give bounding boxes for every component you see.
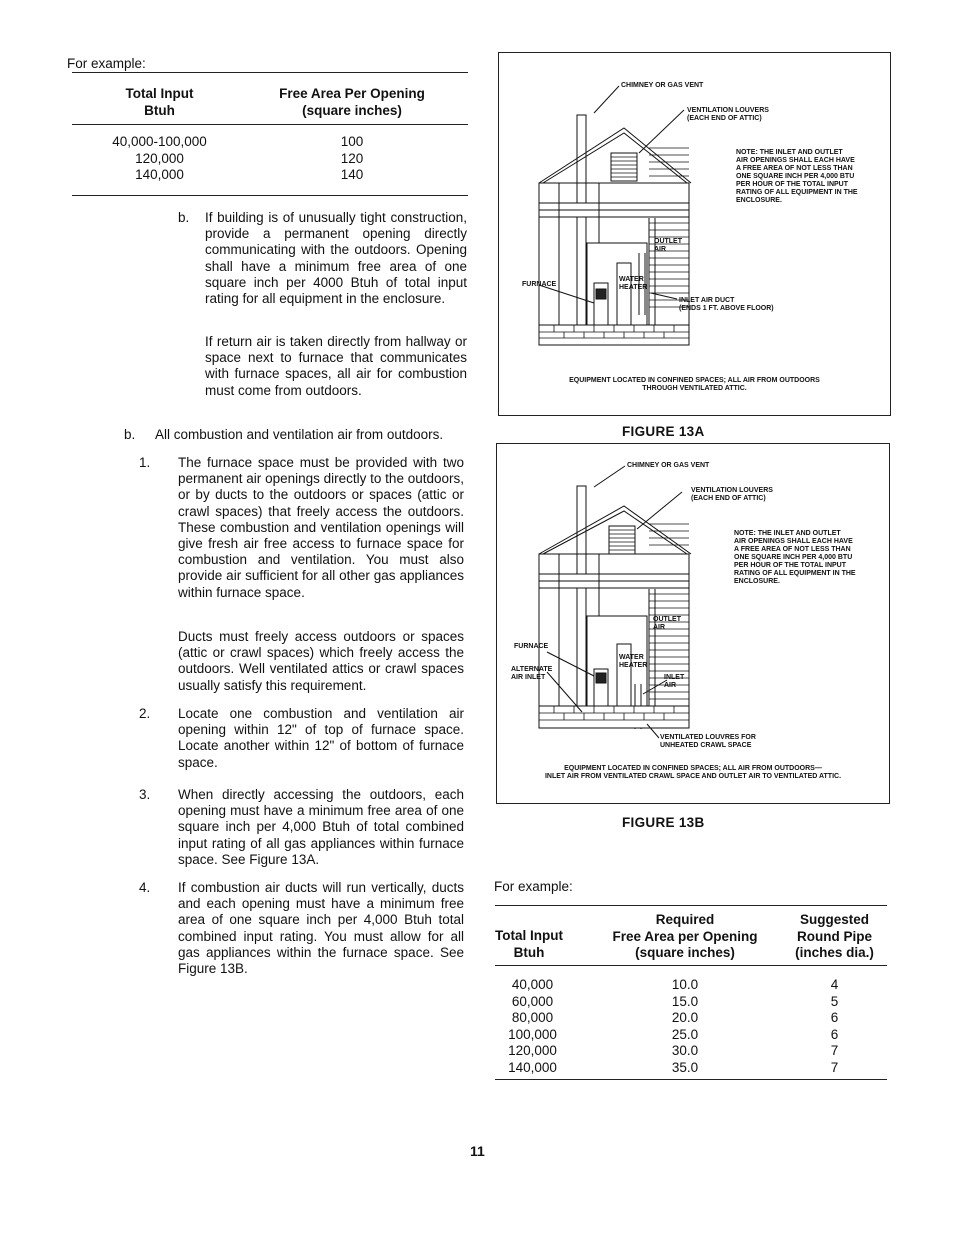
- leader-louvers: [639, 110, 684, 153]
- fig13b-label-outlet: [653, 616, 681, 632]
- fig13b-note-line: RATING OF ALL EQUIPMENT IN THE: [734, 570, 856, 577]
- table-cell: 15.0: [671, 993, 699, 1009]
- fig13a-label-water-heater: [619, 276, 647, 292]
- table1-header-area-line2: (square inches): [302, 102, 402, 118]
- para-b1: If building is of unusually tight construction, provide a permanent opening directly communicating with the outdoors. Opening shall have a minimum free area of one square inch per 4000 Btuh of total input rating for all equipment in the enclosure.: [205, 210, 467, 307]
- table2-header-area: [590, 912, 780, 962]
- fig13b-louvers-line2: (EACH END OF ATTIC): [691, 495, 766, 502]
- fig13a-label-furnace: FURNACE: [522, 281, 557, 288]
- table-cell: 10.0: [671, 977, 699, 992]
- leader-chimney: [594, 466, 625, 487]
- table2-col-input: [490, 977, 575, 1076]
- figure-13a-title: FIGURE 13A: [622, 424, 705, 439]
- fig13b-crawl-line1: VENTILATED LOUVRES FOR: [660, 734, 756, 741]
- table-cell: 100,000: [508, 1026, 557, 1042]
- heading-b2-marker: b.: [124, 427, 136, 442]
- fig13b-wh-line2: HEATER: [619, 662, 648, 669]
- fig13a-note-line: RATING OF ALL EQUIPMENT IN THE: [736, 189, 858, 196]
- fig13a-outlet-line2: AIR: [654, 246, 667, 253]
- item-1-para-2: Ducts must freely access outdoors or spaces (attic or crawl spaces) which freely access the outdoors. Well ventilated attics or crawl spaces usually satisfy this requirement.: [178, 629, 464, 693]
- heading-b2: All combustion and ventilation air from outdoors.: [155, 427, 444, 442]
- table1-header-area-line1: Free Area Per Opening: [279, 86, 425, 101]
- leader-louvers: [637, 492, 682, 529]
- fig13a-louvers-line2: (EACH END OF ATTIC): [687, 115, 762, 122]
- figure-13b-title: FIGURE 13B: [622, 815, 705, 830]
- fig13a-note-line: ONE SQUARE INCH PER 4,000 BTU: [736, 173, 855, 180]
- fig13a-inlet-line1: INLET AIR DUCT: [679, 297, 735, 304]
- fig13a-note-line: AIR OPENINGS SHALL EACH HAVE: [736, 157, 855, 164]
- table2-top-rule: [495, 905, 887, 906]
- chimney: [577, 115, 586, 325]
- item-1-para-1: The furnace space must be provided with two permanent air openings directly to the outdoors, or by ducts to the outdoors or spaces (attic or crawl spaces) that freely access the outdoors. These combustion and ventilation openings will give fresh air free access to furnace space for combustion and ventilation. You must also provide air sufficient for all other gas appliances within furnace space.: [178, 455, 464, 600]
- fig13a-note-line: A FREE AREA OF NOT LESS THAN: [736, 165, 853, 172]
- leader-chimney: [594, 86, 619, 113]
- fig13a-caption-line1: EQUIPMENT LOCATED IN CONFINED SPACES; ALL AIR FROM OUTDOORS: [569, 377, 820, 384]
- table2-bottom-rule: [495, 1079, 887, 1080]
- table1-header-area: [242, 86, 462, 119]
- table2-header-input-line1: Total Input: [495, 928, 563, 943]
- table2-header-area-line1: Required: [655, 912, 715, 927]
- item-1-number: 1.: [139, 455, 151, 470]
- fig13a-inlet-line2: (ENDS 1 FT. ABOVE FLOOR): [679, 305, 774, 312]
- table2-header-input-line2: Btuh: [513, 944, 545, 960]
- fig13a-label-chimney: CHIMNEY OR GAS VENT: [621, 82, 704, 89]
- fig13b-alt-line2: AIR INLET: [511, 674, 546, 681]
- fig13b-caption-line1: EQUIPMENT LOCATED IN CONFINED SPACES; ALL AIR FROM OUTDOORS—: [564, 765, 822, 772]
- fig13a-label-louvers: [687, 107, 769, 123]
- table2-header-area-line3: (square inches): [635, 945, 735, 960]
- table2-col-pipe: [782, 977, 887, 1076]
- table2-header-area-line2: Free Area per Opening: [612, 928, 758, 944]
- table1-header-input-line1: Total Input: [125, 86, 194, 101]
- table-cell: 4: [830, 977, 839, 992]
- table2-header-pipe-line1: Suggested: [799, 912, 869, 927]
- table-cell: 25.0: [671, 1026, 699, 1042]
- table1-col-input: [72, 134, 247, 184]
- table-cell: 5: [830, 993, 839, 1009]
- table-cell: 80,000: [511, 1010, 554, 1025]
- para-return-air: If return air is taken directly from hallway or space next to furnace that communicates with furnace spaces, all air for combustion must come from outdoors.: [205, 334, 467, 398]
- table1-bottom-rule: [72, 195, 468, 196]
- item-4-para: If combustion air ducts will run vertically, ducts and each opening must have a minimum free area of one square inch per 4,000 Btuh total combined input rating. You must allow for all gas appliances within the furnace space. See Figure 13B.: [178, 880, 464, 977]
- fig13b-inlet-line2: AIR: [664, 682, 677, 689]
- table1-header-rule: [72, 124, 468, 125]
- table-cell: 120,000: [135, 150, 184, 166]
- table2-col-area: [590, 977, 780, 1076]
- fig13b-label-alt-inlet: [511, 666, 552, 682]
- fig13b-label-water-heater: [619, 654, 647, 670]
- fig13b-crawl-line2: UNHEATED CRAWL SPACE: [660, 742, 752, 749]
- fig13b-label-inlet: [664, 674, 684, 690]
- fig13b-caption-line2: INLET AIR FROM VENTILATED CRAWL SPACE AND OUTLET AIR TO VENTILATED ATTIC.: [544, 773, 842, 780]
- fig13a-note: [736, 149, 858, 205]
- table-cell: 7: [830, 1043, 839, 1058]
- fig13b-outlet-line1: OUTLET: [653, 616, 681, 623]
- figure-13b: [496, 443, 890, 804]
- table-cell: 100: [340, 134, 364, 149]
- table-cell: 120: [340, 150, 364, 166]
- figure-13a: [498, 52, 891, 416]
- table-cell: 60,000: [511, 993, 554, 1009]
- table-cell: 7: [830, 1059, 839, 1075]
- item-3-para: When directly accessing the outdoors, each opening must have a minimum free area of one square inch per 4,000 Btuh of total combined input rating of all gas appliances within furnace space. See Figure 13A.: [178, 787, 464, 867]
- table1-col-area: [242, 134, 462, 184]
- table2-header-rule: [495, 965, 887, 966]
- table1-header-input-line2: Btuh: [144, 102, 175, 118]
- item-2-para: Locate one combustion and ventilation air opening within 12" of top of furnace space. Locate another within 12" of bottom of furnace space.: [178, 706, 464, 770]
- fig13a-wh-line2: HEATER: [619, 284, 648, 291]
- fig13a-outlet-line1: OUTLET: [654, 238, 682, 245]
- example-label-left: For example:: [67, 56, 146, 71]
- table2-header-input: [490, 928, 568, 961]
- chimney: [577, 486, 586, 716]
- table2-header-pipe-line3: (inches dia.): [795, 945, 874, 960]
- fig13b-inlet-line1: INLET: [664, 674, 685, 681]
- table1-header-input: [72, 86, 247, 119]
- table-cell: 140: [340, 167, 364, 182]
- outlet-duct: [649, 218, 655, 325]
- table-cell: 40,000: [511, 977, 554, 992]
- fig13b-label-crawl-louvers: [660, 734, 756, 750]
- fig13a-wh-line1: WATER: [619, 276, 644, 283]
- fig13a-caption-line2: THROUGH VENTILATED ATTIC.: [642, 385, 747, 392]
- item-2-number: 2.: [139, 706, 151, 721]
- water-heater: [617, 263, 631, 325]
- fig13b-wh-line1: WATER: [619, 654, 644, 661]
- table1: [72, 86, 468, 196]
- item-4-number: 4.: [139, 880, 151, 895]
- fig13a-note-line: PER HOUR OF THE TOTAL INPUT: [736, 181, 849, 188]
- table2-header-pipe-line2: Round Pipe: [797, 928, 872, 944]
- table-cell: 30.0: [671, 1043, 699, 1058]
- fig13b-label-louvers: [691, 487, 773, 503]
- table2-header-pipe: [782, 912, 887, 962]
- fig13b-alt-line1: ALTERNATE: [511, 666, 553, 673]
- para-b1-marker: b.: [178, 210, 190, 225]
- fig13a-louvers-line1: VENTILATION LOUVERS: [687, 107, 769, 114]
- table-cell: 140,000: [135, 167, 184, 182]
- fig13b-note-line: ONE SQUARE INCH PER 4,000 BTU: [734, 554, 853, 561]
- fig13b-caption: [505, 765, 881, 781]
- fig13a-label-inlet-duct: [679, 297, 774, 313]
- fig13b-note: [734, 530, 856, 586]
- fig13a-label-outlet: [654, 238, 682, 254]
- table-cell: 120,000: [508, 1043, 557, 1058]
- table-cell: 20.0: [671, 1010, 699, 1025]
- page-number: 11: [470, 1143, 485, 1159]
- fig13b-note-line: PER HOUR OF THE TOTAL INPUT: [734, 562, 847, 569]
- table-cell: 6: [830, 1010, 839, 1025]
- example-label-right: For example:: [494, 879, 573, 894]
- table-cell: 6: [830, 1026, 839, 1042]
- item-3-number: 3.: [139, 787, 151, 802]
- table1-top-rule: [72, 72, 468, 73]
- fig13a-note-line: NOTE: THE INLET AND OUTLET: [736, 149, 843, 156]
- fig13a-note-line: ENCLOSURE.: [736, 197, 782, 204]
- fig13b-outlet-line2: AIR: [653, 624, 666, 631]
- fig13b-louvers-line1: VENTILATION LOUVERS: [691, 487, 773, 494]
- fig13b-label-chimney: CHIMNEY OR GAS VENT: [627, 462, 710, 469]
- fig13a-caption: [509, 377, 880, 393]
- table-cell: 40,000-100,000: [112, 134, 207, 149]
- fig13b-note-line: NOTE: THE INLET AND OUTLET: [734, 530, 841, 537]
- fig13b-note-line: ENCLOSURE.: [734, 578, 780, 585]
- fig13b-note-line: A FREE AREA OF NOT LESS THAN: [734, 546, 851, 553]
- table-cell: 140,000: [508, 1059, 557, 1075]
- table-cell: 35.0: [671, 1059, 699, 1075]
- fig13b-note-line: AIR OPENINGS SHALL EACH HAVE: [734, 538, 853, 545]
- fig13b-label-furnace: FURNACE: [514, 643, 549, 650]
